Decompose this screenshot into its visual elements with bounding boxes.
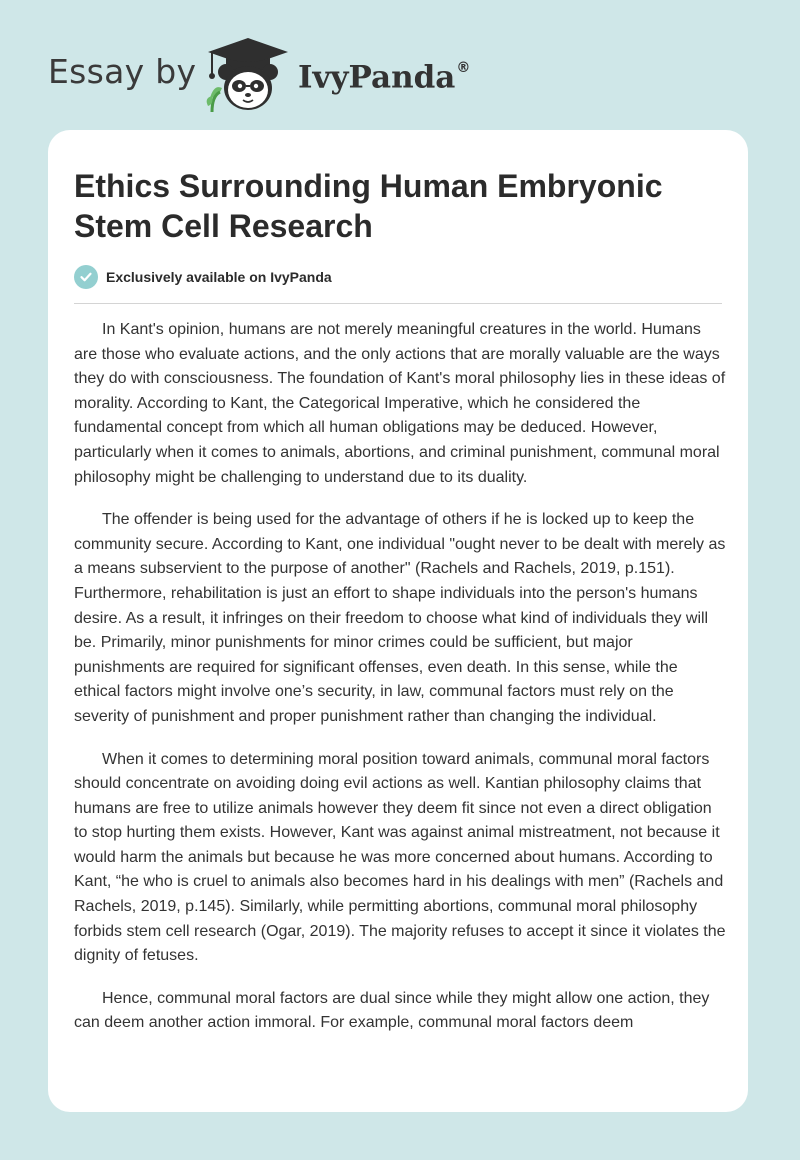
site-header <box>0 0 800 130</box>
paragraph-4: Hence, communal moral factors are dual since while they might allow one action, they can deem another action immoral. For example, communal moral factors deem <box>74 989 710 1032</box>
exclusive-badge-label: Exclusively available on IvyPanda <box>106 269 332 285</box>
check-circle-icon <box>74 265 98 289</box>
exclusive-badge <box>74 264 332 290</box>
brand-name[interactable] <box>298 52 470 97</box>
essay-body <box>74 318 726 1054</box>
registered-mark: ® <box>456 60 471 76</box>
essay-card <box>48 130 748 1112</box>
paragraph-1: In Kant's opinion, humans are not merely meaningful creatures in the world. Humans are those who evaluate actions, and the only actions that are morally valuable are the ways they do with consciousness. The foundation of Kant's moral philosophy lies in these ideas of morality. According to Kant, the Categorical Imperative, which he considered the fundamental concept from which all human obligations may be deduced. However, particularly when it comes to animals, abortions, and criminal punishment, communal moral philosophy might be challenging to understand due to its duality. <box>74 321 726 486</box>
paragraph-2: The offender is being used for the advantage of others if he is locked up to keep the community secure. According to Kant, one individual "ought never to be dealt with merely as a means subservient to the purpose of another" (Rachels and Rachels, 2019, p.151). Furthermore, rehabilitation is just an effort to shape individuals into the person's humans desire. As a result, it infringes on their freedom to choose what kind of individuals they will be. Primarily, minor punishments for minor crimes could be sufficient, but major punishments are required for significant offenses, even death. In this sense, while the ethical factors might involve one’s security, in law, communal factors must rely on the severity of punishment and proper punishment rather than changing the individual. <box>74 511 726 725</box>
divider <box>74 303 722 304</box>
essay-by-label: Essay by <box>48 52 197 91</box>
paragraph-3: When it comes to determining moral position toward animals, communal moral factors should concentrate on avoiding doing evil actions as well. Kantian philosophy claims that humans are free to utilize animals however they deem fit since not even a direct obligation to stop hurting them exists. However, Kant was against animal mistreatment, not because it would harm the animals but because he was more concerned about humans. According to Kant, “he who is cruel to animals also becomes hard in his dealings with men” (Rachels and Rachels, 2019, p.145). Similarly, while permitting abortions, communal moral philosophy forbids stem cell research (Ogar, 2019). The majority refuses to accept it since it violates the dignity of fetuses. <box>74 750 726 965</box>
brand-text: IvyPanda <box>298 59 456 96</box>
panda-graduate-icon[interactable] <box>200 32 296 116</box>
essay-title: Ethics Surrounding Human Embryonic Stem Cell Research <box>74 168 663 244</box>
